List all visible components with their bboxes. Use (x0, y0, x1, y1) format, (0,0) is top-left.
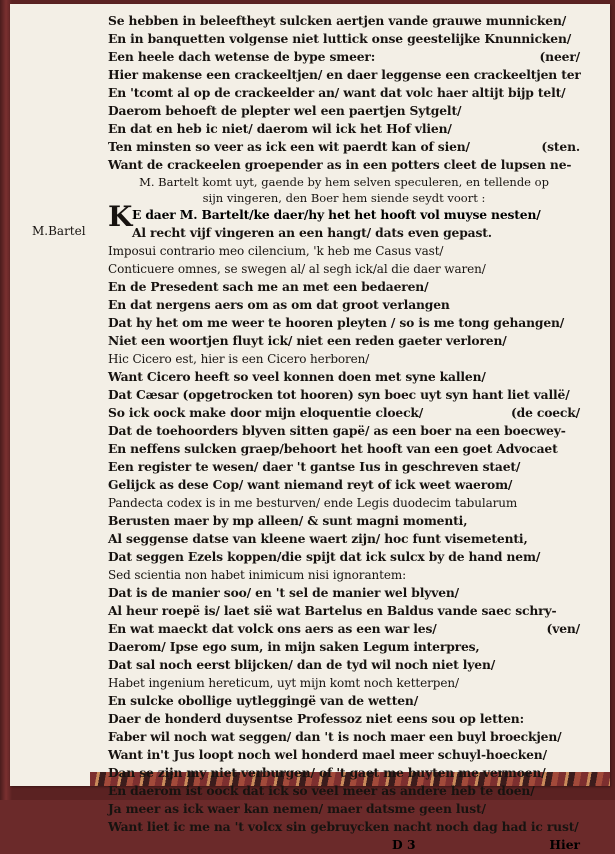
verse-line: En 'tcomt al op de crackeelder an/ want dat volc haer altijt bijp telt/ (108, 85, 566, 100)
verse-line: En neffens sulcken graep/behoort het hooft van een goet Advocaet (108, 441, 558, 456)
verse-line: Sed scientia non habet inimicum nisi ignorantem: (108, 568, 407, 582)
verse-line: Dat sal noch eerst blijcken/ dan de tyd wil noch niet lyen/ (108, 657, 496, 672)
speaker-label: M.Bartel (32, 224, 86, 238)
verse-line: Niet een woortjen fluyt ick/ niet een reden gaeter verloren/ (108, 333, 507, 348)
verse-line: Daerom behoeft de plepter wel een paertjen Sytgelt/ (108, 103, 462, 118)
verse-line: En dat en heb ic niet/ daerom wil ick het Hof vlien/ (108, 121, 452, 136)
stage-direction: sijn vingeren, den Boer hem siende seydt voort : (202, 191, 486, 205)
verse-line: Dat de toehoorders blyven sitten gapë/ as een boer na een boecwey- (108, 423, 566, 438)
verse-text: En wat maeckt dat volck ons aers as een war les/ (108, 621, 437, 636)
verse-line: Imposui contrario meo cilencium, 'k heb me Casus vast/ (108, 244, 444, 258)
verse-line: Al seggense datse van kleene waert zijn/ hoc funt visemetenti, (108, 531, 528, 546)
verse-line: Dat hy het om me weer te hooren pleyten / so is me tong gehangen/ (108, 315, 565, 330)
verse-line: Dan se zijn my niet verburgen/ of 't gaet me buyten me vermoen/ (108, 765, 546, 780)
verse-line: Want in't Jus loopt noch wel honderd mael meer schuyl-hoecken/ (108, 747, 547, 762)
verse-line: Pandecta codex is in me besturven/ ende Legis duodecim tabularum (108, 496, 518, 510)
verse-line: En daerom ist oock dat ick so veel meer as andere heb te doen/ (108, 783, 535, 798)
verse-line: Conticuere omnes, se swegen al/ al segh ick/al die daer waren/ (108, 262, 486, 276)
verse-line: Al recht vijf vingeren an een hangt/ dats even gepast. (132, 225, 492, 240)
verse-line: Gelijck as dese Cop/ want niemand reyt of ick weet waerom/ (108, 477, 513, 492)
verse-line: Daer de honderd duysentse Professoz niet eens sou op letten: (108, 711, 524, 726)
verse-line: Want Cicero heeft so veel konnen doen met syne kallen/ (108, 369, 486, 384)
document-page (10, 4, 610, 852)
verse-line: Hier makense een crackeeltjen/ en daer leggense een crackeeltjen ter (108, 67, 581, 82)
text-block (108, 12, 580, 854)
verse-line: Berusten maer by mp alleen/ & sunt magni momenti, (108, 513, 468, 528)
verse-line: En de Presedent sach me an met een bedaeren/ (108, 279, 429, 294)
verse-line: Dat seggen Ezels koppen/die spijt dat ick sulcx by de hand nem/ (108, 549, 541, 564)
verse-line: Se hebben in beleeftheyt sulcken aertjen vande grauwe munnicken/ (108, 13, 567, 28)
verse-line-with-turnover (108, 404, 580, 422)
verse-line: Hic Cicero est, hier is een Cicero herboren/ (108, 352, 370, 366)
verse-line: En dat nergens aers om as om dat groot verlangen (108, 297, 450, 312)
page-footer (108, 836, 580, 854)
verse-line: Habet ingenium hereticum, uyt mijn komt noch ketterpen/ (108, 676, 459, 690)
verse-line: Faber wil noch wat seggen/ dan 't is noch maer een buyl broeckjen/ (108, 729, 562, 744)
verse-line: Een register te wesen/ daer 't gantse Ius in geschreven staet/ (108, 459, 521, 474)
stage-direction: M. Bartelt komt uyt, gaende by hem selven speculeren, en tellende op (139, 175, 549, 189)
verse-text: Een heele dach wetense de bype smeer: (108, 49, 376, 64)
signature-mark: D 3 (392, 837, 416, 852)
verse-line-with-turnover (108, 48, 580, 66)
verse-line: Dat is de manier soo/ en 't sel de manier wel blyven/ (108, 585, 460, 600)
verse-line: En sulcke obollige uytleggingë van de wetten/ (108, 693, 419, 708)
verse-line: Al heur roepë is/ laet sië wat Bartelus en Baldus vande saec schry- (108, 603, 557, 618)
turnover-word: (neer/ (539, 49, 580, 64)
verse-line: Ja meer as ick waer kan nemen/ maer datsme geen lust/ (108, 801, 486, 816)
verse-line: Want liet ic me na 't volcx sin gebruycken nacht noch dag had ic rust/ (108, 819, 579, 834)
verse-text: E daer M. Bartelt/ke daer/hy het het hooft vol muyse nesten/ (132, 207, 541, 222)
turnover-word: (de coeck/ (510, 405, 580, 420)
turnover-word: (ven/ (546, 621, 580, 636)
verse-line: Dat Cæsar (opgetrocken tot hooren) syn boec uyt syn hant liet vallë/ (108, 387, 570, 402)
verse-line: En in banquetten volgense niet luttick onse geestelijke Knunnicken/ (108, 31, 572, 46)
verse-line: Daerom/ Ipse ego sum, in mijn saken Legum interpres, (108, 639, 480, 654)
verse-line: Want de crackeelen groepender as in een potters cleet de lupsen ne- (108, 157, 572, 172)
drop-initial: K (108, 200, 133, 233)
verse-text: Ten minsten so veer as ick een wit paerdt kan of sien/ (108, 139, 470, 154)
verse-line-with-turnover (108, 620, 580, 638)
verse-text: So ick oock make door mijn eloquentie cloeck/ (108, 405, 424, 420)
turnover-word: (sten. (541, 139, 580, 154)
verse-line-with-turnover (108, 138, 580, 156)
catchword: Hier (549, 837, 580, 852)
